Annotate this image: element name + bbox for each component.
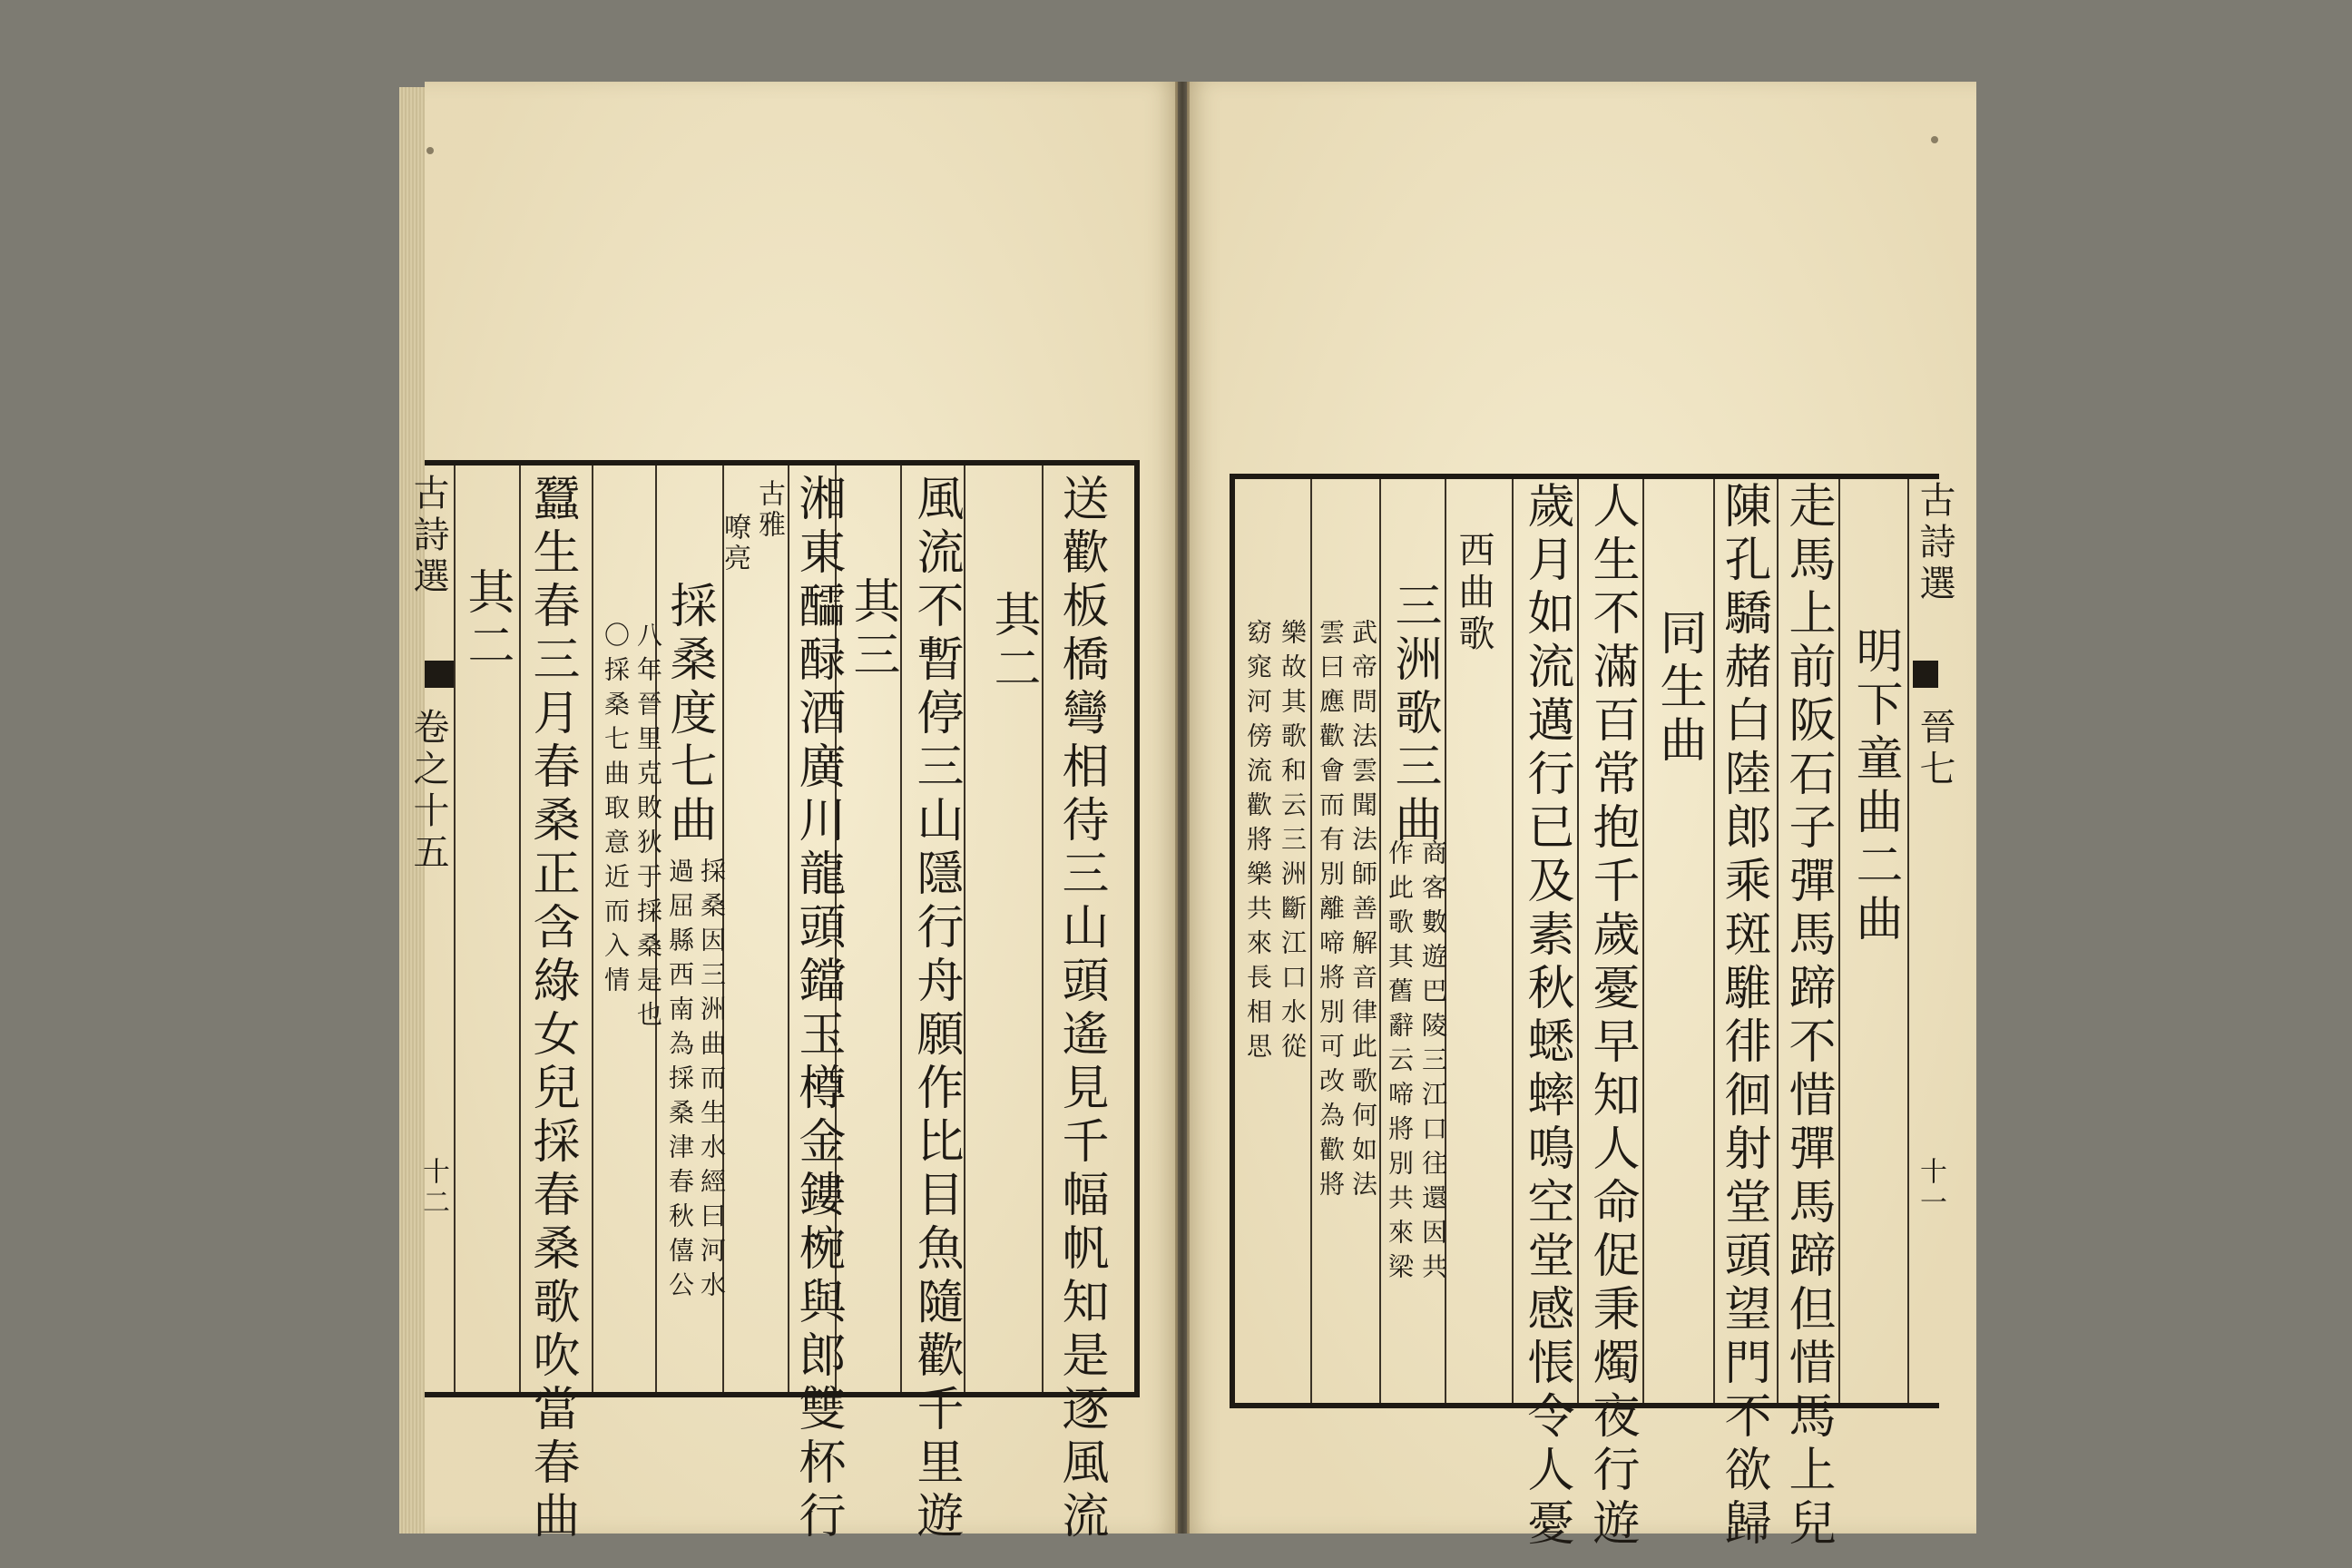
column-rule bbox=[592, 466, 593, 1392]
book-spine bbox=[1175, 82, 1190, 1534]
verse-line: 送歡板橋彎相待三山頭遙見千幅帆知是逐風流 bbox=[1054, 474, 1108, 1544]
annotation-line: 雲曰應歡會而有別離啼將別可改為歡將 bbox=[1316, 619, 1346, 1205]
poem-title: 明下童曲二曲 bbox=[1847, 626, 1902, 947]
dynasty-label: 晉七 bbox=[1914, 708, 1955, 791]
annotation-line: 商客數遊巴陵三江口往還因共 bbox=[1418, 839, 1448, 1288]
verse-line: 歲月如流邁行已及素秋蟋蟀鳴空堂感悵令人憂 bbox=[1519, 481, 1573, 1552]
column-rule bbox=[1310, 479, 1312, 1403]
song-title: 採桑度七曲 bbox=[662, 581, 716, 848]
column-rule bbox=[1713, 479, 1715, 1403]
song-title: 三洲歌三曲 bbox=[1387, 581, 1441, 848]
column-rule bbox=[964, 466, 965, 1392]
column-rule bbox=[788, 466, 789, 1392]
page-number: 十二 bbox=[417, 1157, 449, 1219]
commentary-note: 嘹亮 bbox=[719, 513, 750, 574]
binding-hole bbox=[1931, 136, 1938, 143]
section-heading: 西曲歌 bbox=[1453, 531, 1494, 656]
column-rule bbox=[519, 466, 521, 1392]
verse-line: 人生不滿百常抱千歲憂早知人命促秉燭夜行遊 bbox=[1584, 481, 1639, 1552]
column-rule bbox=[1642, 479, 1644, 1403]
verse-line: 風流不暫停三山隱行舟願作比目魚隨歡千里遊 bbox=[908, 474, 963, 1544]
column-rule bbox=[1379, 479, 1381, 1403]
column-rule bbox=[1777, 479, 1779, 1403]
column-rule bbox=[900, 466, 902, 1392]
section-heading: 其二 bbox=[985, 590, 1040, 697]
verse-line: 蠶生春三月春桑正含綠女兒採春桑歌吹當春曲 bbox=[524, 474, 579, 1544]
verse-line: 湘東醽醁酒廣川龍頭鐺玉樽金鏤椀與郎雙杯行 bbox=[790, 474, 845, 1544]
column-rule bbox=[1577, 479, 1579, 1403]
binding-hole bbox=[426, 147, 434, 154]
annotation-line: 八年晉里克敗狄于採桑是也 bbox=[633, 622, 663, 1035]
verse-line: 陳孔驕赭白陸郎乘斑騅徘徊射堂頭望門不欲歸 bbox=[1716, 481, 1770, 1552]
juan-label: 卷之十五 bbox=[407, 708, 449, 875]
verse-line: 走馬上前阪石子彈馬蹄不惜彈馬蹄但惜馬上兒 bbox=[1780, 481, 1835, 1552]
column-rule bbox=[1838, 479, 1840, 1403]
margin-title: 古詩選 bbox=[407, 474, 449, 599]
section-heading: 其三 bbox=[845, 576, 899, 683]
poem-title: 同生曲 bbox=[1651, 608, 1706, 769]
annotation-line: 過屈縣西南為採桑津春秋僖公 bbox=[665, 858, 695, 1306]
column-rule bbox=[1042, 466, 1044, 1392]
column-rule bbox=[1512, 479, 1514, 1403]
annotation-line: 作此歌其舊辭云啼將別共來梁 bbox=[1385, 839, 1415, 1288]
commentary-note: 古雅 bbox=[753, 479, 785, 541]
column-rule bbox=[454, 466, 456, 1392]
fish-tail-mark bbox=[425, 661, 454, 688]
annotation-line: 樂故其歌和云三洲斷江口水從 bbox=[1278, 619, 1308, 1067]
annotation-line: 窈窕河傍流歡將樂共來長相思 bbox=[1243, 619, 1273, 1067]
annotation-line: 〇採桑七曲取意近而入情 bbox=[601, 622, 631, 1001]
margin-title: 古詩選 bbox=[1914, 481, 1955, 606]
page-number: 十一 bbox=[1915, 1157, 1946, 1219]
fish-tail-mark bbox=[1913, 661, 1938, 688]
annotation-line: 採桑因三洲曲而生水經曰河水 bbox=[697, 858, 727, 1306]
annotation-line: 武帝問法雲聞法師善解音律此歌何如法 bbox=[1348, 619, 1378, 1205]
section-heading: 其二 bbox=[459, 567, 514, 674]
column-rule bbox=[1907, 479, 1909, 1403]
